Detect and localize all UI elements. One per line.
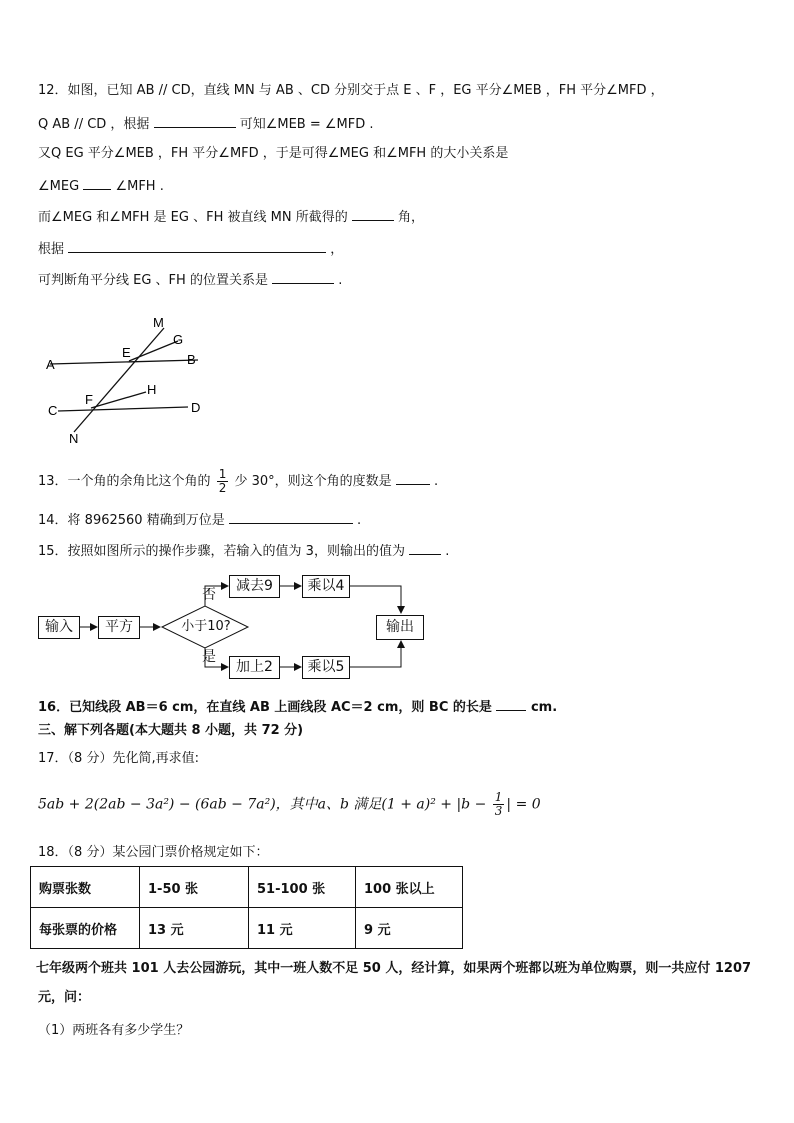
- q14-text-a: 14．将 8962560 精确到万位是: [38, 513, 225, 528]
- table-cell: 100 张以上: [356, 867, 463, 908]
- q18-subquestion-1: （1）两班各有多少学生？: [38, 1023, 190, 1038]
- q16-text-a: 16．已知线段 AB＝6 cm，在直线 AB 上画线段 AC＝2 cm，则 BC 的长是: [38, 700, 492, 715]
- flow-yes-label: 是: [202, 649, 216, 665]
- flow-multiply-5-box: 乘以5: [302, 656, 350, 679]
- ticket-price-table: [30, 866, 463, 949]
- q15-text-b: .: [445, 544, 450, 559]
- table-cell: 购票张数: [31, 867, 140, 908]
- q16-text-b: cm.: [530, 700, 558, 715]
- q12-line6-text-b: ，: [330, 242, 344, 257]
- table-cell: 1-50 张: [140, 867, 249, 908]
- q13-text-c: .: [433, 474, 439, 489]
- label-E: E: [122, 345, 131, 360]
- label-M: M: [153, 315, 164, 330]
- q16: [38, 697, 557, 717]
- fraction-one-third: [493, 791, 505, 818]
- q12-line2-text-b: 可知∠MEB = ∠MFD .: [239, 117, 374, 132]
- label-C: C: [48, 403, 58, 418]
- table-cell: 每张票的价格: [31, 908, 140, 949]
- q13-text-b: 少 30°，则这个角的度数是: [234, 474, 392, 489]
- label-A: A: [46, 357, 55, 372]
- flow-square-box: 平方: [98, 616, 140, 639]
- label-G: G: [173, 332, 184, 347]
- q17-expression-tail: | = 0: [506, 796, 541, 813]
- q17-expression: [38, 791, 541, 818]
- q18-paragraph-line2: 元，问：: [38, 990, 91, 1005]
- table-cell: 9 元: [356, 908, 463, 949]
- q18-heading: 18．（8 分）某公园门票价格规定如下：: [38, 845, 269, 860]
- fraction-denominator: 3: [494, 804, 503, 818]
- flow-input-box: 输入: [38, 616, 80, 639]
- label-D: D: [191, 400, 201, 415]
- table-cell: 51-100 张: [249, 867, 356, 908]
- table-row: [31, 908, 463, 949]
- q12-line1: 12．如图，已知 AB // CD，直线 MN 与 AB 、CD 分别交于点 E 、F ，EG 平分∠MEB ，FH 平分∠MFD ，: [38, 83, 664, 98]
- flow-condition-label: 小于10?: [181, 619, 231, 634]
- table-cell: 13 元: [140, 908, 249, 949]
- q12-line4-text-b: ∠MFH .: [115, 179, 164, 194]
- q12-line6-text-a: 根据: [38, 242, 65, 257]
- flow-add-2-box: 加上2: [229, 656, 280, 679]
- fraction-denominator: 2: [218, 481, 227, 495]
- q12-line4-text-a: ∠MEG: [38, 179, 80, 194]
- q14-text-b: .: [357, 513, 362, 528]
- fraction-numerator: 1: [494, 790, 503, 804]
- flow-subtract-9-box: 减去9: [229, 575, 280, 598]
- q17-heading: 17．（8 分）先化简,再求值:: [38, 751, 199, 766]
- label-H: H: [147, 382, 157, 397]
- q17-expression-main: 5ab + 2(2ab − 3a²) − (6ab − 7a²)，其中a、b 满足(1 + a)² + |b −: [38, 796, 491, 813]
- label-B: B: [187, 352, 196, 367]
- q18-paragraph-line1: 七年级两个班共 101 人去公园游玩，其中一班人数不足 50 人，经计算，如果两个班都以班为单位购票，则一共应付 1207: [36, 961, 752, 976]
- q12-line7-text-a: 可判断角平分线 EG 、FH 的位置关系是: [38, 273, 268, 288]
- label-F: F: [85, 392, 93, 407]
- q16-blank[interactable]: [496, 697, 526, 711]
- q15-text-a: 15．按照如图所示的操作步骤，若输入的值为 3，则输出的值为: [38, 544, 405, 559]
- section-3-heading: 三、解下列各题(本大题共 8 小题，共 72 分): [38, 723, 304, 738]
- q12-line3: 又Q EG 平分∠MEB ，FH 平分∠MFD ，于是可得∠MEG 和∠MFH 的大小关系是: [38, 146, 509, 161]
- flow-no-label: 否: [202, 587, 216, 603]
- table-cell: 11 元: [249, 908, 356, 949]
- q12-line7-text-b: .: [338, 273, 343, 288]
- label-N: N: [69, 431, 79, 446]
- q12-line5-text-b: 角，: [397, 210, 424, 225]
- table-row: [31, 867, 463, 908]
- fraction-numerator: 1: [218, 467, 227, 481]
- flow-output-box: 输出: [376, 615, 424, 640]
- flow-multiply-4-box: 乘以4: [302, 575, 350, 598]
- q12-line2-text-a: Q AB // CD ，根据: [38, 117, 150, 132]
- q12-line5-text-a: 而∠MEG 和∠MFH 是 EG 、FH 被直线 MN 所截得的: [38, 210, 348, 225]
- q13-text-a: 13．一个角的余角比这个角的: [38, 474, 211, 489]
